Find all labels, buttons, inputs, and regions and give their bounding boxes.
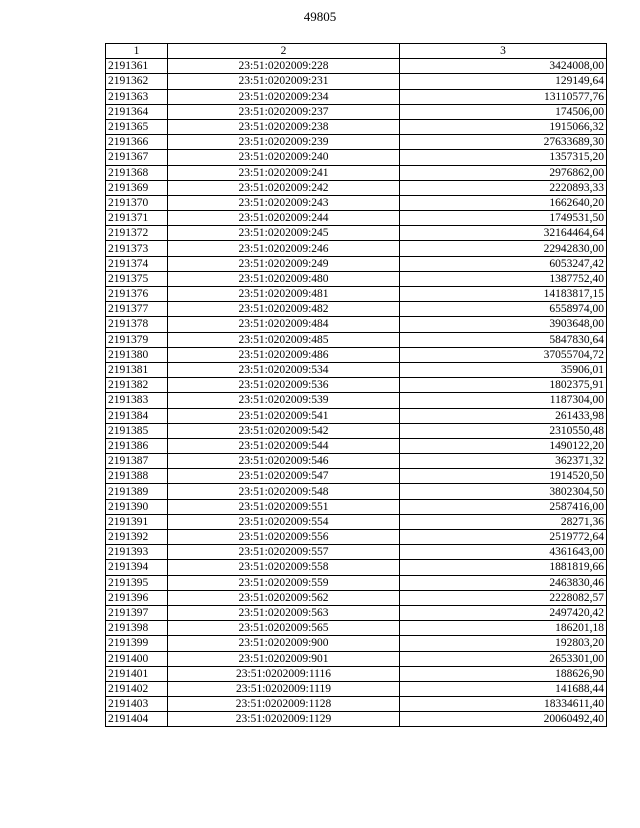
row-number-cell: 2191375: [106, 271, 168, 286]
value-cell: 3802304,50: [400, 484, 607, 499]
table-row: [106, 59, 607, 74]
table-row: [106, 89, 607, 104]
cadastral-number-cell: 23:51:0202009:249: [168, 256, 400, 271]
table-row: [106, 362, 607, 377]
table-row: [106, 408, 607, 423]
row-number-cell: 2191379: [106, 332, 168, 347]
cadastral-number-cell: 23:51:0202009:481: [168, 287, 400, 302]
cadastral-number-cell: 23:51:0202009:243: [168, 195, 400, 210]
cadastral-number-cell: 23:51:0202009:1119: [168, 681, 400, 696]
table-row: [106, 560, 607, 575]
column-header-3: 3: [400, 44, 607, 59]
cadastral-number-cell: 23:51:0202009:485: [168, 332, 400, 347]
value-cell: 1387752,40: [400, 271, 607, 286]
cadastral-number-cell: 23:51:0202009:239: [168, 135, 400, 150]
table-row: [106, 256, 607, 271]
row-number-cell: 2191384: [106, 408, 168, 423]
table-row: [106, 119, 607, 134]
value-cell: 2228082,57: [400, 590, 607, 605]
cadastral-number-cell: 23:51:0202009:563: [168, 605, 400, 620]
table-row: [106, 575, 607, 590]
table-row: [106, 681, 607, 696]
table-row: [106, 135, 607, 150]
row-number-cell: 2191391: [106, 514, 168, 529]
value-cell: 1490122,20: [400, 438, 607, 453]
table-row: [106, 211, 607, 226]
cadastral-number-cell: 23:51:0202009:544: [168, 438, 400, 453]
row-number-cell: 2191395: [106, 575, 168, 590]
table-row: [106, 241, 607, 256]
cadastral-number-cell: 23:51:0202009:234: [168, 89, 400, 104]
value-cell: 3424008,00: [400, 59, 607, 74]
row-number-cell: 2191377: [106, 302, 168, 317]
cadastral-number-cell: 23:51:0202009:486: [168, 347, 400, 362]
table-row: [106, 271, 607, 286]
row-number-cell: 2191369: [106, 180, 168, 195]
row-number-cell: 2191385: [106, 423, 168, 438]
table-row: [106, 484, 607, 499]
value-cell: 2519772,64: [400, 530, 607, 545]
cadastral-number-cell: 23:51:0202009:534: [168, 362, 400, 377]
cadastral-number-cell: 23:51:0202009:241: [168, 165, 400, 180]
table-row: [106, 530, 607, 545]
row-number-cell: 2191363: [106, 89, 168, 104]
row-number-cell: 2191394: [106, 560, 168, 575]
cadastral-number-cell: 23:51:0202009:558: [168, 560, 400, 575]
table-row: [106, 651, 607, 666]
table-row: [106, 605, 607, 620]
table-row: [106, 332, 607, 347]
table-row: [106, 514, 607, 529]
cadastral-number-cell: 23:51:0202009:246: [168, 241, 400, 256]
value-cell: 2463830,46: [400, 575, 607, 590]
row-number-cell: 2191398: [106, 621, 168, 636]
value-cell: 2976862,00: [400, 165, 607, 180]
value-cell: 28271,36: [400, 514, 607, 529]
value-cell: 192803,20: [400, 636, 607, 651]
row-number-cell: 2191361: [106, 59, 168, 74]
value-cell: 2497420,42: [400, 605, 607, 620]
value-cell: 1915066,32: [400, 119, 607, 134]
table-row: [106, 104, 607, 119]
cadastral-number-cell: 23:51:0202009:237: [168, 104, 400, 119]
cadastral-number-cell: 23:51:0202009:242: [168, 180, 400, 195]
value-cell: 2220893,33: [400, 180, 607, 195]
cadastral-number-cell: 23:51:0202009:1129: [168, 712, 400, 727]
value-cell: 2587416,00: [400, 499, 607, 514]
value-cell: 4361643,00: [400, 545, 607, 560]
cadastral-number-cell: 23:51:0202009:556: [168, 530, 400, 545]
cadastral-number-cell: 23:51:0202009:901: [168, 651, 400, 666]
value-cell: 6558974,00: [400, 302, 607, 317]
cadastral-number-cell: 23:51:0202009:539: [168, 393, 400, 408]
column-header-2: 2: [168, 44, 400, 59]
cadastral-number-cell: 23:51:0202009:245: [168, 226, 400, 241]
cadastral-number-cell: 23:51:0202009:244: [168, 211, 400, 226]
row-number-cell: 2191371: [106, 211, 168, 226]
table-row: [106, 621, 607, 636]
row-number-cell: 2191404: [106, 712, 168, 727]
value-cell: 1187304,00: [400, 393, 607, 408]
row-number-cell: 2191376: [106, 287, 168, 302]
value-cell: 1802375,91: [400, 378, 607, 393]
cadastral-number-cell: 23:51:0202009:548: [168, 484, 400, 499]
table-row: [106, 180, 607, 195]
table-row: [106, 666, 607, 681]
value-cell: 14183817,15: [400, 287, 607, 302]
table-row: [106, 590, 607, 605]
value-cell: 35906,01: [400, 362, 607, 377]
value-cell: 141688,44: [400, 681, 607, 696]
row-number-cell: 2191399: [106, 636, 168, 651]
value-cell: 186201,18: [400, 621, 607, 636]
table-body: [106, 59, 607, 727]
row-number-cell: 2191393: [106, 545, 168, 560]
row-number-cell: 2191367: [106, 150, 168, 165]
row-number-cell: 2191392: [106, 530, 168, 545]
cadastral-number-cell: 23:51:0202009:562: [168, 590, 400, 605]
table-row: [106, 438, 607, 453]
row-number-cell: 2191364: [106, 104, 168, 119]
row-number-cell: 2191366: [106, 135, 168, 150]
cadastral-number-cell: 23:51:0202009:546: [168, 454, 400, 469]
table-row: [106, 499, 607, 514]
row-number-cell: 2191390: [106, 499, 168, 514]
table-row: [106, 226, 607, 241]
cadastral-number-cell: 23:51:0202009:547: [168, 469, 400, 484]
row-number-cell: 2191389: [106, 484, 168, 499]
value-cell: 37055704,72: [400, 347, 607, 362]
cadastral-number-cell: 23:51:0202009:228: [168, 59, 400, 74]
value-cell: 5847830,64: [400, 332, 607, 347]
value-cell: 3903648,00: [400, 317, 607, 332]
row-number-cell: 2191383: [106, 393, 168, 408]
cadastral-number-cell: 23:51:0202009:482: [168, 302, 400, 317]
cadastral-number-cell: 23:51:0202009:565: [168, 621, 400, 636]
table-row: [106, 150, 607, 165]
value-cell: 1914520,50: [400, 469, 607, 484]
value-cell: 18334611,40: [400, 697, 607, 712]
row-number-cell: 2191402: [106, 681, 168, 696]
row-number-cell: 2191396: [106, 590, 168, 605]
table-row: [106, 545, 607, 560]
row-number-cell: 2191403: [106, 697, 168, 712]
column-header-1: 1: [106, 44, 168, 59]
value-cell: 188626,90: [400, 666, 607, 681]
row-number-cell: 2191378: [106, 317, 168, 332]
table-row: [106, 423, 607, 438]
value-cell: 27633689,30: [400, 135, 607, 150]
table-row: [106, 287, 607, 302]
table-row: [106, 393, 607, 408]
value-cell: 22942830,00: [400, 241, 607, 256]
row-number-cell: 2191388: [106, 469, 168, 484]
table-row: [106, 347, 607, 362]
cadastral-number-cell: 23:51:0202009:1116: [168, 666, 400, 681]
row-number-cell: 2191401: [106, 666, 168, 681]
value-cell: 1881819,66: [400, 560, 607, 575]
row-number-cell: 2191387: [106, 454, 168, 469]
row-number-cell: 2191365: [106, 119, 168, 134]
value-cell: 129149,64: [400, 74, 607, 89]
table-row: [106, 302, 607, 317]
table-row: [106, 454, 607, 469]
cadastral-number-cell: 23:51:0202009:1128: [168, 697, 400, 712]
table-row: [106, 195, 607, 210]
cadastral-number-cell: 23:51:0202009:554: [168, 514, 400, 529]
row-number-cell: 2191373: [106, 241, 168, 256]
row-number-cell: 2191397: [106, 605, 168, 620]
value-cell: 1749531,50: [400, 211, 607, 226]
registry-table: [105, 43, 607, 727]
cadastral-number-cell: 23:51:0202009:551: [168, 499, 400, 514]
page-number: 49805: [303, 9, 337, 24]
value-cell: 261433,98: [400, 408, 607, 423]
row-number-cell: 2191381: [106, 362, 168, 377]
table-row: [106, 378, 607, 393]
table-row: [106, 712, 607, 727]
cadastral-number-cell: 23:51:0202009:536: [168, 378, 400, 393]
cadastral-number-cell: 23:51:0202009:557: [168, 545, 400, 560]
cadastral-number-cell: 23:51:0202009:541: [168, 408, 400, 423]
value-cell: 362371,32: [400, 454, 607, 469]
value-cell: 32164464,64: [400, 226, 607, 241]
cadastral-number-cell: 23:51:0202009:542: [168, 423, 400, 438]
table-row: [106, 636, 607, 651]
cadastral-number-cell: 23:51:0202009:484: [168, 317, 400, 332]
row-number-cell: 2191400: [106, 651, 168, 666]
value-cell: 174506,00: [400, 104, 607, 119]
table-row: [106, 317, 607, 332]
table-header-row: [106, 44, 607, 59]
row-number-cell: 2191380: [106, 347, 168, 362]
value-cell: 1357315,20: [400, 150, 607, 165]
table-row: [106, 165, 607, 180]
row-number-cell: 2191382: [106, 378, 168, 393]
cadastral-number-cell: 23:51:0202009:231: [168, 74, 400, 89]
cadastral-number-cell: 23:51:0202009:238: [168, 119, 400, 134]
value-cell: 1662640,20: [400, 195, 607, 210]
cadastral-number-cell: 23:51:0202009:559: [168, 575, 400, 590]
cadastral-number-cell: 23:51:0202009:480: [168, 271, 400, 286]
table-row: [106, 469, 607, 484]
row-number-cell: 2191374: [106, 256, 168, 271]
table-row: [106, 697, 607, 712]
row-number-cell: 2191362: [106, 74, 168, 89]
value-cell: 6053247,42: [400, 256, 607, 271]
cadastral-number-cell: 23:51:0202009:900: [168, 636, 400, 651]
value-cell: 2653301,00: [400, 651, 607, 666]
row-number-cell: 2191370: [106, 195, 168, 210]
value-cell: 2310550,48: [400, 423, 607, 438]
cadastral-number-cell: 23:51:0202009:240: [168, 150, 400, 165]
row-number-cell: 2191386: [106, 438, 168, 453]
value-cell: 13110577,76: [400, 89, 607, 104]
value-cell: 20060492,40: [400, 712, 607, 727]
row-number-cell: 2191368: [106, 165, 168, 180]
row-number-cell: 2191372: [106, 226, 168, 241]
table-row: [106, 74, 607, 89]
